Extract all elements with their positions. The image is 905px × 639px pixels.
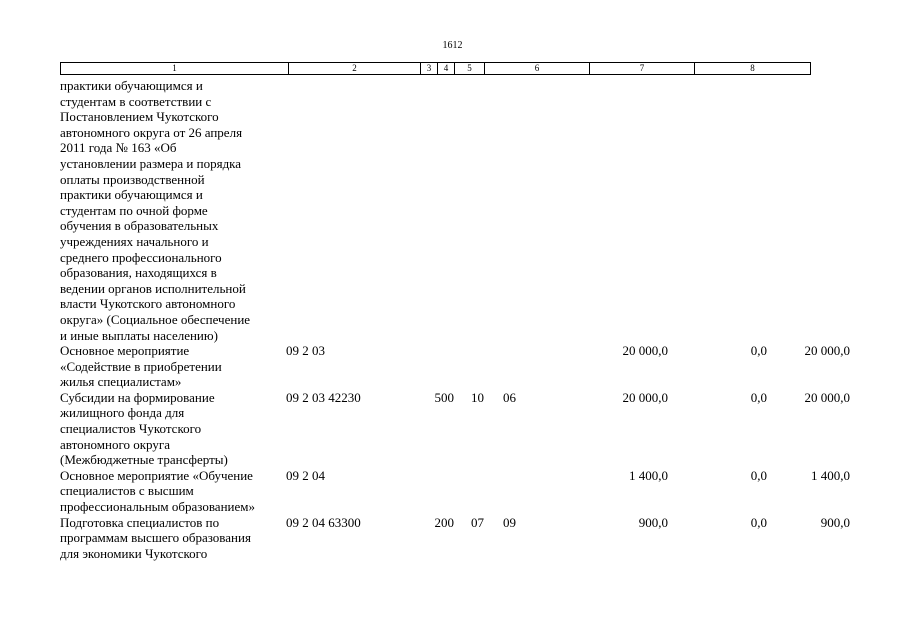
row-name-line: обучения в образовательных bbox=[60, 218, 219, 234]
row-name bbox=[60, 390, 286, 468]
row-name-line: власти Чукотского автономного bbox=[60, 296, 236, 312]
column-header-6: 6 bbox=[485, 63, 590, 75]
row-sum-2: 0,0 bbox=[750, 467, 767, 483]
row-name-line: Постановлением Чукотского bbox=[60, 109, 219, 125]
row-name bbox=[60, 78, 286, 343]
row-name-line: профессиональным образованием» bbox=[60, 499, 255, 515]
row-name-line: студентам в соответствии с bbox=[60, 93, 212, 109]
row-pr: 09 bbox=[503, 514, 516, 530]
column-header-7: 7 bbox=[590, 63, 695, 75]
row-name-line: специалистов Чукотского bbox=[60, 421, 202, 437]
row-name-line: практики обучающимся и bbox=[60, 78, 203, 93]
row-sum-2: 0,0 bbox=[750, 389, 767, 405]
row-name-line: специалистов с высшим bbox=[60, 483, 194, 499]
row-rz: 07 bbox=[471, 514, 484, 530]
column-header-2: 2 bbox=[289, 63, 421, 75]
column-header-table bbox=[60, 62, 811, 75]
row-name-line: Основное мероприятие «Обучение bbox=[60, 467, 253, 483]
row-name-line: автономного округа bbox=[60, 436, 170, 452]
row-code: 09 2 04 63300 bbox=[286, 514, 361, 530]
row-sum-2: 0,0 bbox=[750, 343, 767, 359]
row-vr: 200 bbox=[434, 514, 454, 530]
row-name-line: жилья специалистам» bbox=[60, 374, 182, 390]
column-header-4: 4 bbox=[438, 63, 455, 75]
row-sum-1: 20 000,0 bbox=[622, 343, 668, 359]
row-code: 09 2 03 42230 bbox=[286, 389, 361, 405]
row-name-line: округа» (Социальное обеспечение bbox=[60, 311, 251, 327]
table-row bbox=[60, 390, 850, 468]
row-sum-1: 20 000,0 bbox=[622, 389, 668, 405]
row-vr: 500 bbox=[434, 389, 454, 405]
row-name-line: студентам по очной форме bbox=[60, 202, 208, 218]
row-name bbox=[60, 468, 286, 515]
row-sum-3: 20 000,0 bbox=[804, 343, 850, 359]
table-row bbox=[60, 468, 850, 515]
row-name-line: автономного округа от 26 апреля bbox=[60, 124, 243, 140]
row-sum-2: 0,0 bbox=[750, 514, 767, 530]
table-row bbox=[60, 78, 850, 343]
table-row bbox=[60, 343, 850, 390]
row-name-line: Основное мероприятие bbox=[60, 343, 190, 359]
row-name-line: программам высшего образования bbox=[60, 530, 251, 546]
row-name-line: оплаты производственной bbox=[60, 171, 205, 187]
row-name-line: Подготовка специалистов по bbox=[60, 514, 220, 530]
row-sum-3: 900,0 bbox=[820, 514, 850, 530]
row-name-line: «Содействие в приобретении bbox=[60, 358, 222, 374]
row-sum-3: 1 400,0 bbox=[811, 467, 850, 483]
row-code: 09 2 04 bbox=[286, 467, 325, 483]
row-name-line: учреждениях начального и bbox=[60, 233, 209, 249]
row-sum-1: 1 400,0 bbox=[629, 467, 668, 483]
row-name-line: для экономики Чукотского bbox=[60, 545, 208, 561]
row-pr: 06 bbox=[503, 389, 516, 405]
row-name-line: ведении органов исполнительной bbox=[60, 280, 246, 296]
table-row bbox=[60, 515, 850, 562]
row-name-line: жилищного фонда для bbox=[60, 405, 185, 421]
row-name-line: практики обучающимся и bbox=[60, 187, 203, 203]
column-header-3: 3 bbox=[421, 63, 438, 75]
row-sum-3: 20 000,0 bbox=[804, 389, 850, 405]
budget-table-body bbox=[60, 78, 850, 561]
row-name-line: среднего профессионального bbox=[60, 249, 222, 265]
row-name bbox=[60, 515, 286, 562]
column-header-1: 1 bbox=[61, 63, 289, 75]
row-name-line: образования, находящихся в bbox=[60, 265, 217, 281]
page-number: 1612 bbox=[442, 40, 463, 51]
row-name-line: (Межбюджетные трансферты) bbox=[60, 452, 228, 468]
row-name-line: 2011 года № 163 «Об bbox=[60, 140, 177, 156]
column-header-8: 8 bbox=[695, 63, 811, 75]
row-name-line: и иные выплаты населению) bbox=[60, 327, 218, 343]
row-rz: 10 bbox=[471, 389, 484, 405]
column-header-5: 5 bbox=[455, 63, 485, 75]
row-name-line: установлении размера и порядка bbox=[60, 155, 242, 171]
row-name-line: Субсидии на формирование bbox=[60, 389, 215, 405]
row-sum-1: 900,0 bbox=[638, 514, 668, 530]
row-code: 09 2 03 bbox=[286, 343, 325, 359]
row-name bbox=[60, 343, 286, 390]
